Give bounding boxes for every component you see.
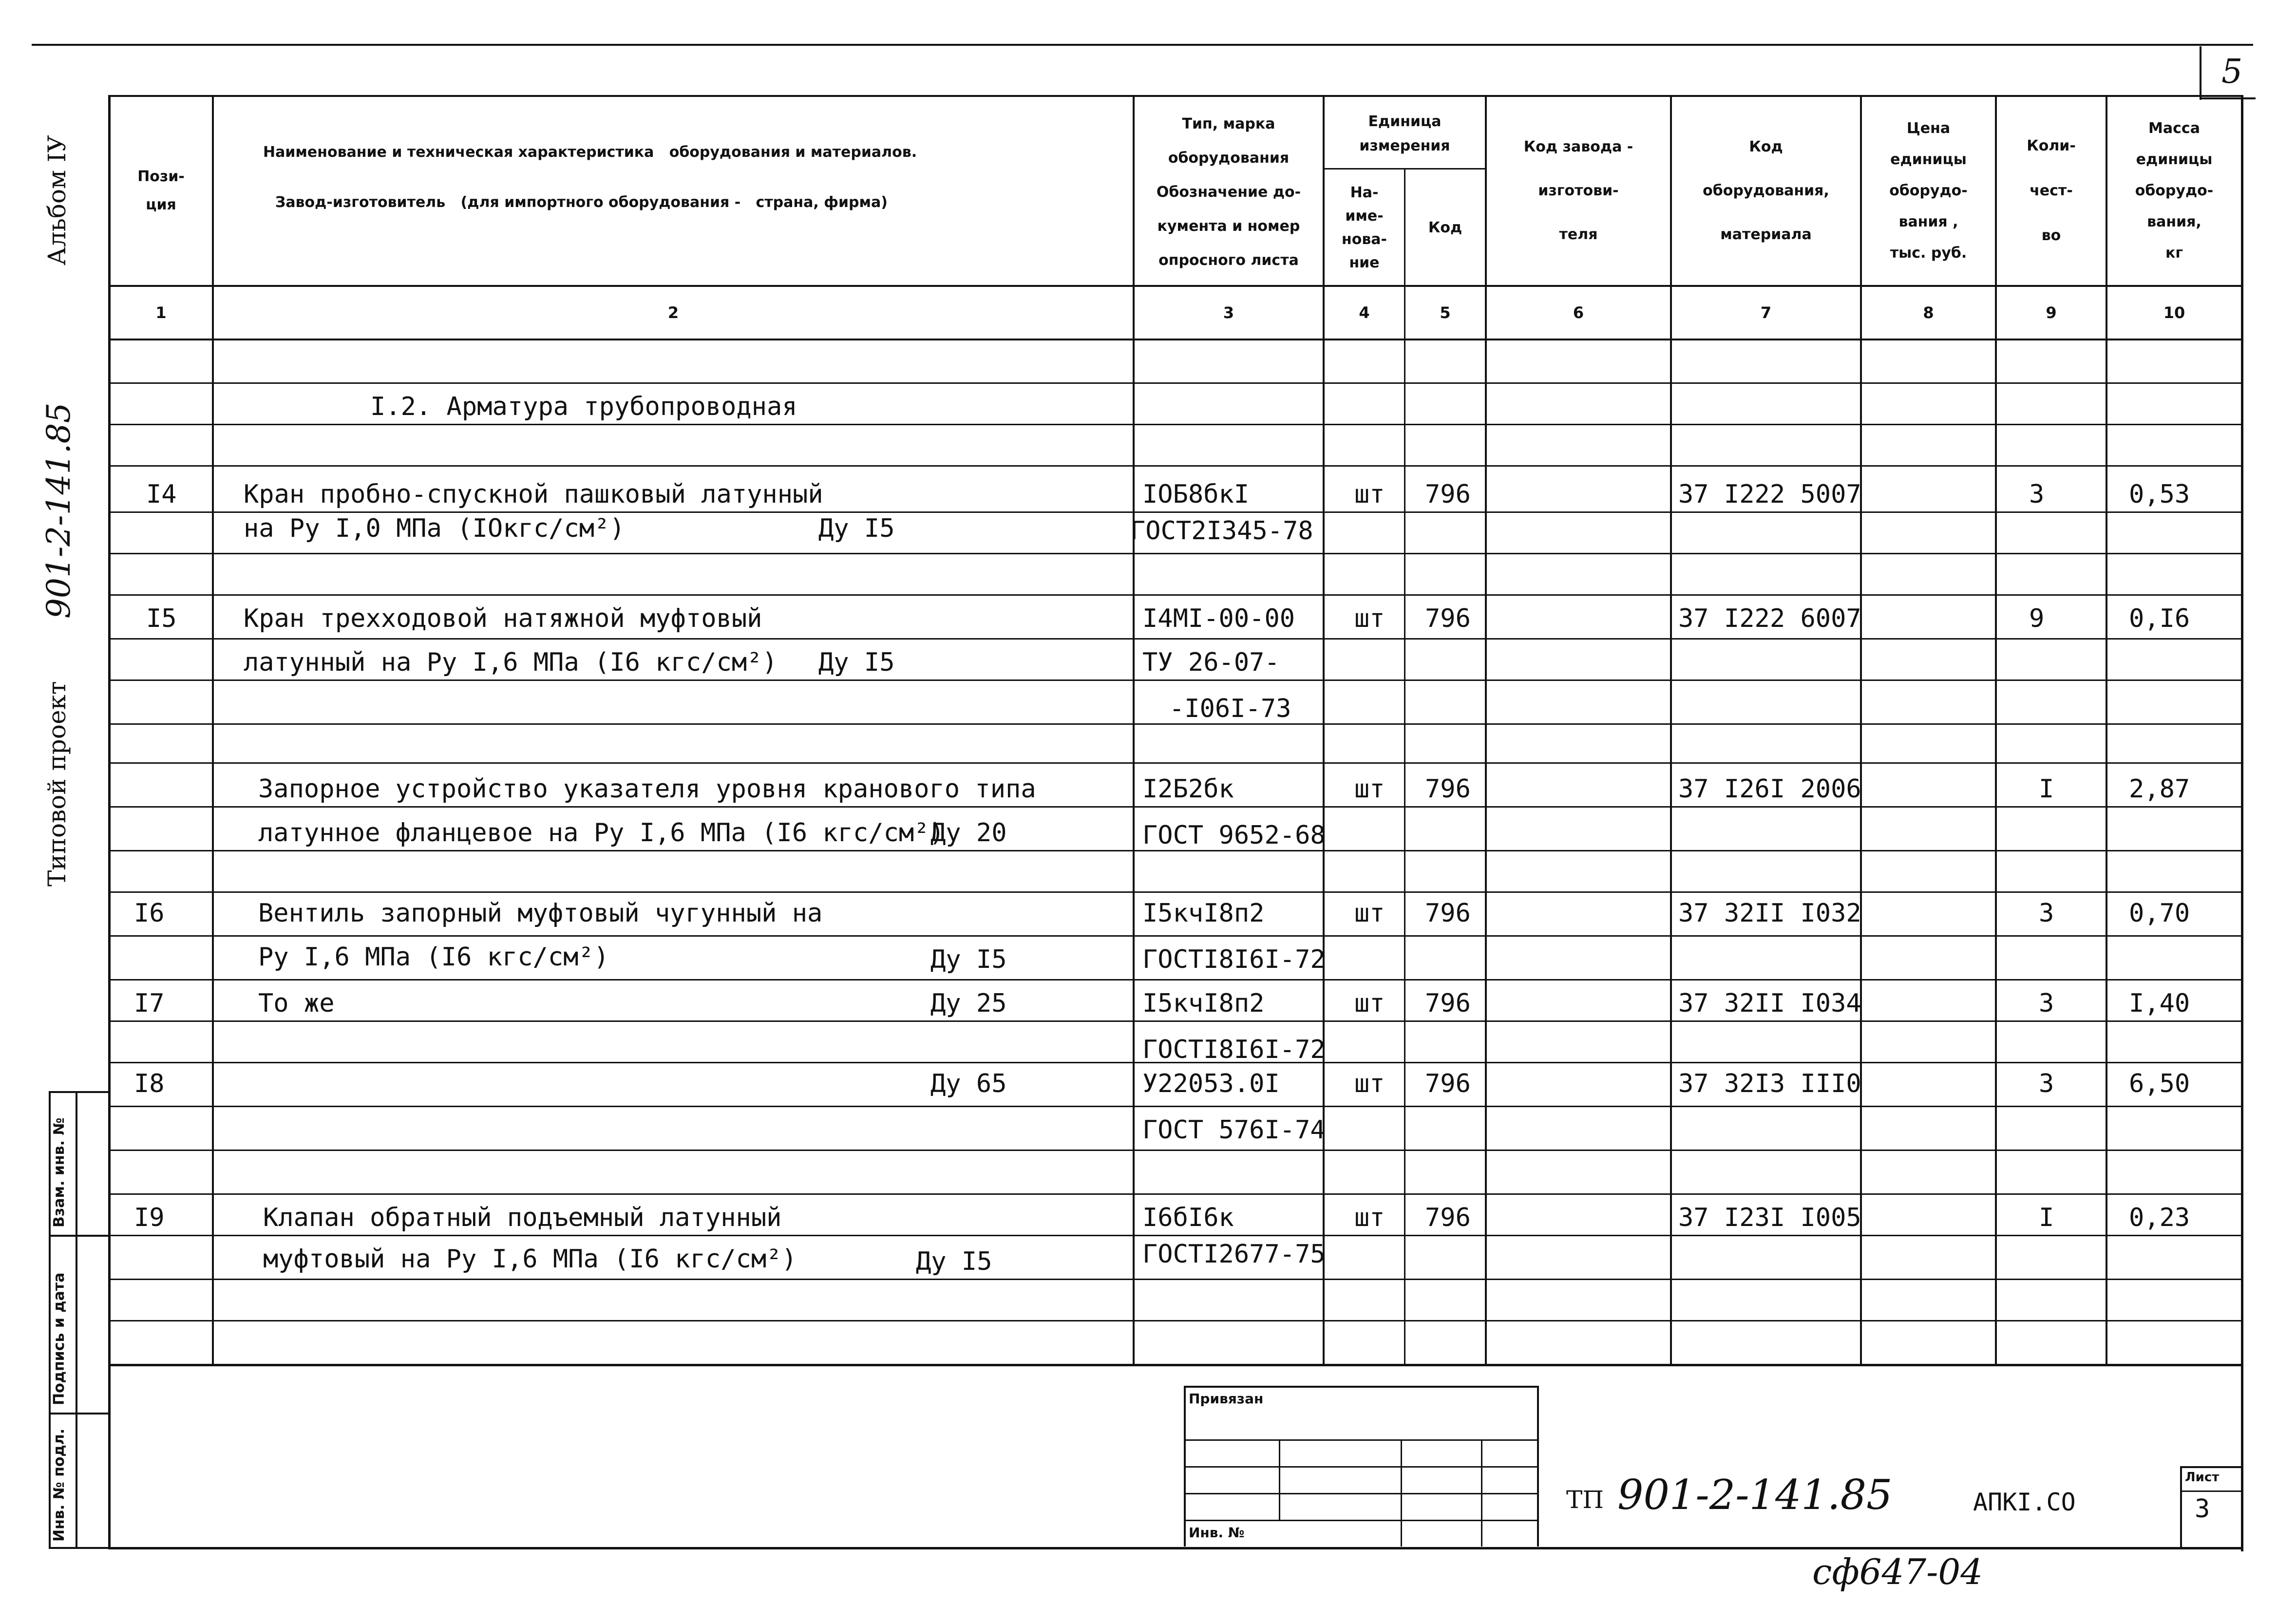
row-line	[108, 1020, 2243, 1022]
tp-label: ТП	[1566, 1486, 1604, 1514]
header-mass: Масса единицы оборудо- вания, кг	[2135, 120, 2214, 262]
stamp-box-col3	[1481, 1439, 1482, 1547]
row-line	[108, 891, 2243, 893]
row-mass: 6,50	[2129, 1069, 2190, 1098]
row-unit: шт	[1354, 1203, 1385, 1232]
row-line	[108, 1320, 2243, 1321]
row-mass: 0,23	[2129, 1203, 2190, 1232]
row-type: -I06I-73	[1169, 694, 1291, 723]
row-mass: 0,53	[2129, 480, 2190, 509]
row-mass: 2,87	[2129, 774, 2190, 804]
row-line	[108, 762, 2243, 764]
row-type: I5кчI8п2	[1142, 989, 1265, 1018]
page-number: 5	[2221, 53, 2243, 91]
row-equipment-code: 37 32II I034	[1678, 989, 1861, 1018]
col-line-1-2	[212, 95, 214, 1364]
sheet-box-mid	[2180, 1490, 2241, 1492]
row-du: Ду I5	[818, 648, 895, 677]
stamp-strip-inner-left	[76, 1091, 77, 1549]
header-equipment-code: Код оборудования, материала	[1703, 138, 1829, 243]
column-number: 10	[2163, 303, 2185, 322]
header-unit-name: На- име- нова- ние	[1341, 184, 1387, 271]
header-unit-code: Код	[1428, 219, 1462, 236]
stamp-box-line4	[1184, 1520, 1539, 1521]
stamp-box-col2	[1401, 1439, 1402, 1547]
row-line	[108, 594, 2243, 596]
row-unit-code: 796	[1425, 989, 1471, 1018]
row-quantity: 9	[2029, 604, 2045, 633]
column-number: 5	[1440, 303, 1451, 322]
row-position: I5	[146, 604, 177, 633]
row-equipment-code: 37 I222 6007	[1678, 604, 1861, 633]
row-line	[108, 1235, 2243, 1236]
row-du: Ду I5	[818, 514, 895, 543]
row-equipment-code: 37 32II I032	[1678, 899, 1861, 928]
row-line	[108, 806, 2243, 808]
row-unit: шт	[1354, 480, 1385, 509]
row-type: I2Б2бк	[1142, 774, 1234, 804]
header-type-mark: Тип, марка оборудования Обозначение до- кумента и номер опросного листа	[1156, 115, 1301, 269]
row-type: ГОСТI8I6I-72	[1142, 1035, 1326, 1064]
row-quantity: 3	[2039, 989, 2054, 1018]
row-equipment-code: 37 I222 5007	[1678, 480, 1861, 509]
tp-number: 901-2-141.85	[1617, 1471, 1893, 1519]
col-line-7-8	[1860, 95, 1862, 1364]
privyazan-label: Привязан	[1189, 1391, 1264, 1407]
row-type: ГОСТI2677-75	[1142, 1240, 1326, 1269]
row-line	[108, 382, 2243, 384]
row-name: Ру I,6 МПа (I6 кгс/см²)	[258, 943, 609, 972]
row-unit: шт	[1354, 899, 1385, 928]
stamp-label-podpis: Подпись и дата	[51, 1272, 68, 1405]
column-number: 9	[2046, 303, 2057, 322]
column-number: 2	[667, 303, 679, 322]
row-line	[108, 979, 2243, 981]
row-type: У22053.0I	[1142, 1069, 1280, 1098]
column-number: 8	[1923, 303, 1934, 322]
row-line	[108, 679, 2243, 681]
handwritten-project-number: 901-2-141.85	[40, 402, 77, 619]
row-name: Клапан обратный подъемный латунный	[263, 1203, 782, 1232]
row-du: Ду 20	[930, 818, 1007, 848]
row-name: латунный на Ру I,6 МПа (I6 кгс/см²)	[244, 648, 778, 677]
row-quantity: 3	[2039, 1069, 2054, 1098]
stamp-strip-div2	[49, 1413, 110, 1415]
stamp-label-vzam: Взам. инв. №	[51, 1117, 68, 1227]
row-unit: шт	[1354, 989, 1385, 1018]
row-type: I5кчI8п2	[1142, 899, 1265, 928]
row-name: Запорное устройство указателя уровня кранового типа	[258, 774, 1036, 804]
row-du: Ду 25	[930, 989, 1007, 1018]
row-mass: 0,I6	[2129, 604, 2190, 633]
row-equipment-code: 37 I26I 2006	[1678, 774, 1861, 804]
row-unit-code: 796	[1425, 899, 1471, 928]
column-number: 3	[1223, 303, 1234, 322]
row-unit: шт	[1354, 1069, 1385, 1098]
sheet-box-left	[2180, 1466, 2182, 1549]
row-type: IОБ8бкI	[1142, 480, 1250, 509]
header-quantity: Коли- чест- во	[2027, 137, 2076, 244]
col-line-4-5	[1404, 170, 1405, 1364]
stamp-strip-top	[49, 1091, 110, 1093]
section-title: I.2. Арматура трубопроводная	[370, 392, 797, 421]
row-name: Кран пробно-спускной пашковый латунный	[244, 480, 823, 509]
col-line-8-9	[1995, 95, 1997, 1364]
row-mass: I,40	[2129, 989, 2190, 1018]
header-price: Цена единицы оборудо- вания , тыс. руб.	[1889, 120, 1968, 262]
sheet-label: Лист	[2185, 1470, 2220, 1485]
header-unit: Единица измерения	[1359, 113, 1450, 154]
header-factory-code: Код завода - изготови- теля	[1523, 138, 1633, 243]
row-position: I8	[134, 1069, 165, 1098]
row-line	[108, 465, 2243, 467]
row-position: I6	[134, 899, 165, 928]
row-unit: шт	[1354, 604, 1385, 633]
row-type: ГОСТ 9652-68	[1142, 821, 1326, 850]
row-quantity: 3	[2029, 480, 2045, 509]
footer-note: сф647-04	[1812, 1551, 1983, 1592]
row-name: муфтовый на Ру I,6 МПа (I6 кгс/см²)	[263, 1245, 797, 1274]
row-name: на Ру I,0 МПа (IОкгс/см²)	[244, 514, 625, 543]
header-name-line2: Завод-изготовитель (для импортного оборудования - страна, фирма)	[275, 194, 888, 211]
row-unit: шт	[1354, 774, 1385, 804]
row-unit-code: 796	[1425, 480, 1471, 509]
stamp-box-col1	[1279, 1439, 1280, 1520]
row-line	[108, 1150, 2243, 1151]
project-type-label: Типовой проект	[43, 681, 71, 886]
row-unit-code: 796	[1425, 604, 1471, 633]
stamp-box-line3	[1184, 1493, 1539, 1494]
column-number: 6	[1573, 303, 1584, 322]
column-number: 7	[1760, 303, 1772, 322]
row-quantity: I	[2039, 1203, 2054, 1232]
row-unit-code: 796	[1425, 774, 1471, 804]
col-line-9-10	[2106, 95, 2107, 1364]
header-position: Пози- ция	[137, 168, 185, 213]
row-type: ГОСТ 576I-74	[1142, 1115, 1326, 1145]
row-line	[108, 424, 2243, 425]
row-du: Ду I5	[916, 1247, 992, 1276]
row-name: Вентиль запорный муфтовый чугунный на	[258, 899, 823, 928]
row-position: I7	[134, 989, 165, 1018]
doc-code: АПКI.СО	[1973, 1488, 2076, 1516]
row-unit-code: 796	[1425, 1203, 1471, 1232]
col-line-5-6	[1485, 95, 1487, 1364]
colnum-bottom	[108, 339, 2243, 340]
row-equipment-code: 37 32I3 III0	[1678, 1069, 1861, 1098]
stamp-strip-bottom	[49, 1547, 110, 1549]
col-line-6-7	[1670, 95, 1672, 1364]
frame-bottom	[108, 1547, 2243, 1549]
row-equipment-code: 37 I23I I005	[1678, 1203, 1861, 1232]
stamp-box-line1	[1184, 1439, 1539, 1441]
row-name: латунное фланцевое на Ру I,6 МПа (I6 кгс/см²)	[258, 818, 945, 848]
row-line	[108, 850, 2243, 851]
page-number-box-left	[2200, 46, 2201, 100]
row-du: Ду I5	[930, 945, 1007, 974]
sheet-top-line	[32, 44, 2253, 46]
sheet-number: 3	[2195, 1494, 2210, 1524]
col-line-2-3	[1133, 95, 1135, 1364]
stamp-strip-div1	[49, 1235, 110, 1237]
row-type: I4МI-00-00	[1142, 604, 1295, 633]
album-label: Альбом IУ	[43, 135, 71, 265]
row-line	[108, 1193, 2243, 1195]
row-line	[108, 511, 2243, 513]
row-name: То же	[258, 989, 335, 1018]
table-body-bottom	[108, 1364, 2243, 1366]
row-line	[108, 638, 2243, 640]
stamp-box-line2	[1184, 1466, 1539, 1468]
row-type: ГОСТI8I6I-72	[1142, 945, 1326, 974]
stamp-label-inv: Инв. № подл.	[51, 1428, 68, 1542]
row-quantity: I	[2039, 774, 2054, 804]
row-name: Кран трехходовой натяжной муфтовый	[244, 604, 762, 633]
sheet-box-top	[2180, 1466, 2241, 1468]
row-line	[108, 723, 2243, 725]
column-number: 1	[155, 303, 167, 322]
row-unit-code: 796	[1425, 1069, 1471, 1098]
row-line	[108, 1106, 2243, 1107]
row-line	[108, 935, 2243, 937]
row-mass: 0,70	[2129, 899, 2190, 928]
row-du: Ду 65	[930, 1069, 1007, 1098]
row-type: ТУ 26-07-	[1142, 648, 1280, 677]
inv-number-label: Инв. №	[1189, 1525, 1245, 1541]
header-name-line1: Наименование и техническая характеристика оборудования и материалов.	[263, 144, 917, 161]
row-position: I4	[146, 480, 177, 509]
row-position: I9	[134, 1203, 165, 1232]
row-type: ГОСТ2I345-78	[1130, 516, 1313, 546]
row-type: I6бI6к	[1142, 1203, 1234, 1232]
column-number: 4	[1359, 303, 1370, 322]
stamp-box-top	[1184, 1386, 1539, 1388]
col-line-3-4	[1323, 95, 1325, 1364]
row-line	[108, 1279, 2243, 1280]
row-line	[108, 553, 2243, 554]
frame-right	[2241, 95, 2243, 1551]
row-quantity: 3	[2039, 899, 2054, 928]
